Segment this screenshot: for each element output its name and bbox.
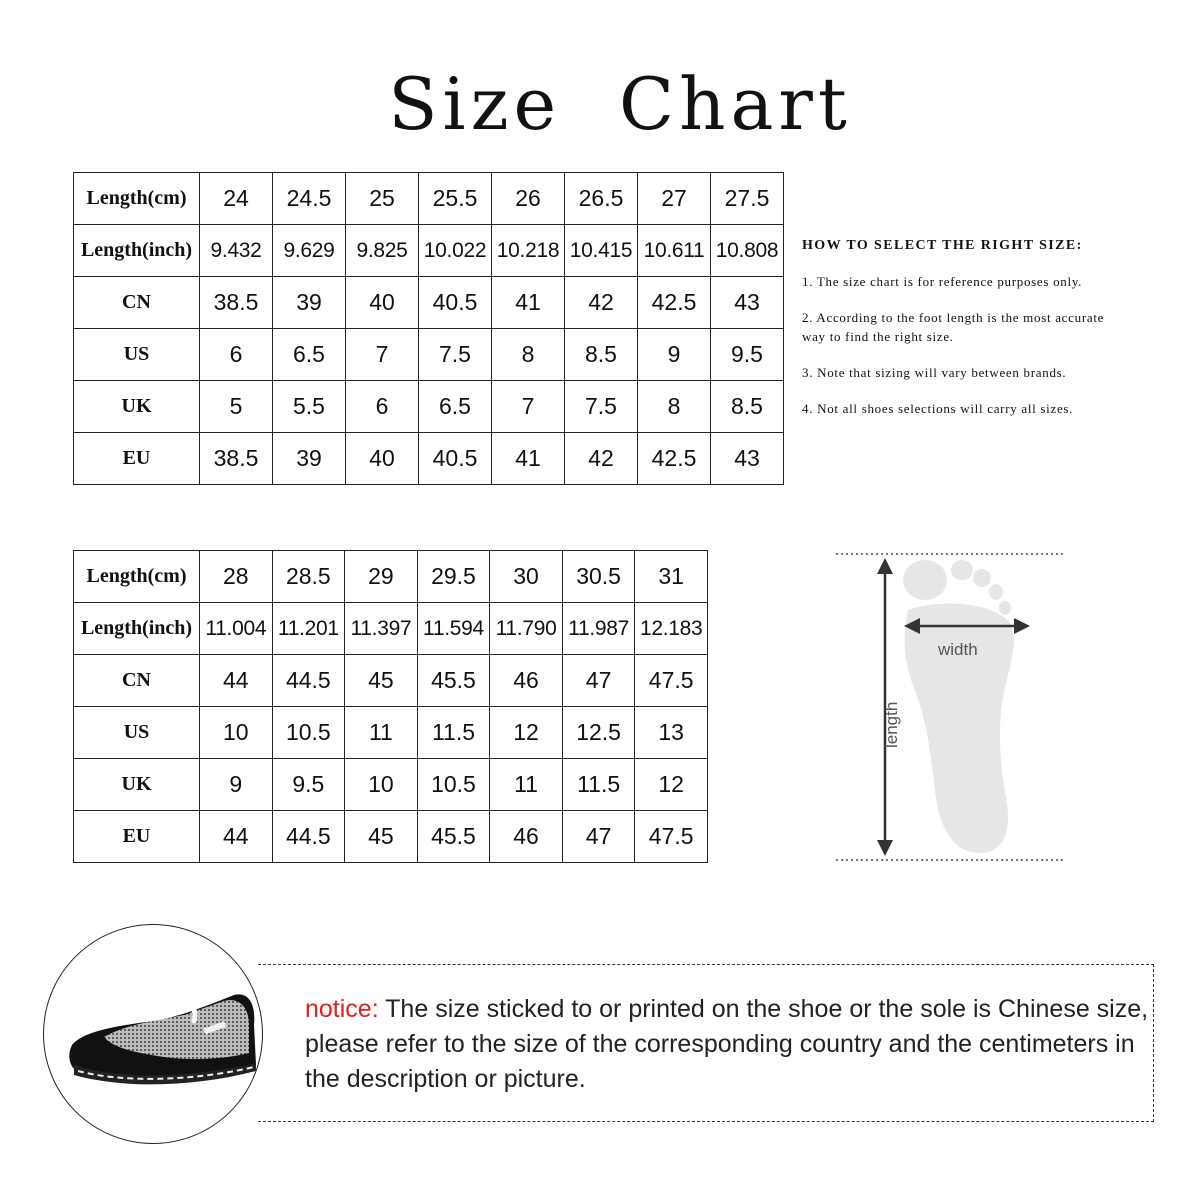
table-cell: 38.5 [200, 433, 273, 485]
row-header: UK [74, 381, 200, 433]
size-table-1 [73, 172, 784, 485]
table-cell: 11.004 [200, 603, 273, 655]
table-cell: 8 [638, 381, 711, 433]
table-cell: 45.5 [417, 811, 490, 863]
table-cell: 8.5 [565, 329, 638, 381]
table-cell: 30.5 [562, 551, 635, 603]
table-cell: 9 [638, 329, 711, 381]
table-cell: 12.5 [562, 707, 635, 759]
size-guide [802, 238, 1182, 435]
notice-prefix: notice: [305, 995, 379, 1023]
table-cell: 40.5 [419, 433, 492, 485]
row-header: Length(cm) [74, 551, 200, 603]
table-cell: 10.611 [638, 225, 711, 277]
table-cell: 10.5 [272, 707, 345, 759]
table-cell: 10.218 [492, 225, 565, 277]
table-cell: 11 [345, 707, 418, 759]
table-cell: 27.5 [711, 173, 784, 225]
table-cell: 44.5 [272, 655, 345, 707]
notice-body: The size sticked to or printed on the shoe or the sole is Chinese size, please refer to the size of the corresponding country and the centimeters in the description or picture. [305, 995, 1149, 1093]
table-cell: 44 [200, 811, 273, 863]
row-header: Length(inch) [74, 603, 200, 655]
foot-measure-diagram [830, 548, 1070, 868]
table-cell: 8 [492, 329, 565, 381]
table-row [74, 759, 708, 811]
table-cell: 45 [345, 655, 418, 707]
table-cell: 8.5 [711, 381, 784, 433]
table-cell: 47.5 [635, 655, 708, 707]
table-cell: 39 [273, 433, 346, 485]
row-header: CN [74, 655, 200, 707]
table-cell: 28.5 [272, 551, 345, 603]
guide-item: 4. Not all shoes selections will carry all sizes. [802, 401, 1074, 416]
guide-item: 1. The size chart is for reference purposes only. [802, 274, 1083, 289]
table-cell: 24 [200, 173, 273, 225]
table-cell: 9.5 [711, 329, 784, 381]
table-cell: 6 [200, 329, 273, 381]
table-cell: 46 [490, 655, 563, 707]
table-cell: 47 [562, 811, 635, 863]
table-cell: 10.808 [711, 225, 784, 277]
table-cell: 41 [492, 277, 565, 329]
width-label: width [938, 640, 978, 659]
page-title: Size Chart [388, 62, 852, 146]
table-cell: 42.5 [638, 277, 711, 329]
shoe-icon [44, 925, 262, 1143]
table-cell: 11.790 [490, 603, 563, 655]
table-cell: 6 [346, 381, 419, 433]
table-cell: 9 [200, 759, 273, 811]
table-cell: 38.5 [200, 277, 273, 329]
row-header: US [74, 707, 200, 759]
table-cell: 30 [490, 551, 563, 603]
table-cell: 44.5 [272, 811, 345, 863]
table-cell: 25.5 [419, 173, 492, 225]
table-cell: 28 [200, 551, 273, 603]
table-cell: 45.5 [417, 655, 490, 707]
table-cell: 45 [345, 811, 418, 863]
size-table-2 [73, 550, 708, 863]
foot-illustration [830, 548, 1070, 868]
table-cell: 11.397 [345, 603, 418, 655]
table-cell: 27 [638, 173, 711, 225]
table-cell: 9.825 [346, 225, 419, 277]
table-cell: 11 [490, 759, 563, 811]
guide-item: 2. According to the foot length is the most accurate way to find the right size. [802, 310, 1105, 344]
table-cell: 29 [345, 551, 418, 603]
table-row [74, 277, 784, 329]
guide-item: 3. Note that sizing will vary between brands. [802, 365, 1067, 380]
table-row [74, 433, 784, 485]
table-cell: 46 [490, 811, 563, 863]
table-cell: 10.415 [565, 225, 638, 277]
length-label: length [882, 701, 901, 748]
table-row [74, 655, 708, 707]
table-cell: 11.987 [562, 603, 635, 655]
shoe-image [43, 924, 263, 1144]
table-cell: 42 [565, 277, 638, 329]
table-cell: 9.5 [272, 759, 345, 811]
table-cell: 24.5 [273, 173, 346, 225]
table-cell: 40.5 [419, 277, 492, 329]
table-cell: 10.022 [419, 225, 492, 277]
table-cell: 25 [346, 173, 419, 225]
table-cell: 13 [635, 707, 708, 759]
notice-text [305, 992, 1155, 1097]
table-cell: 31 [635, 551, 708, 603]
table-row [74, 603, 708, 655]
table-cell: 9.629 [273, 225, 346, 277]
guide-heading: HOW TO SELECT THE RIGHT SIZE: [802, 238, 1083, 253]
table-cell: 26 [492, 173, 565, 225]
table-row [74, 707, 708, 759]
table-cell: 47 [562, 655, 635, 707]
table-cell: 10 [345, 759, 418, 811]
table-cell: 5 [200, 381, 273, 433]
table-cell: 26.5 [565, 173, 638, 225]
row-header: EU [74, 811, 200, 863]
table-cell: 6.5 [273, 329, 346, 381]
table-row [74, 173, 784, 225]
table-cell: 43 [711, 277, 784, 329]
table-cell: 12 [635, 759, 708, 811]
table-cell: 7.5 [419, 329, 492, 381]
table-row [74, 381, 784, 433]
table-cell: 11.201 [272, 603, 345, 655]
table-cell: 10.5 [417, 759, 490, 811]
table-cell: 11.5 [417, 707, 490, 759]
table-cell: 40 [346, 277, 419, 329]
table-cell: 5.5 [273, 381, 346, 433]
table-cell: 39 [273, 277, 346, 329]
table-cell: 43 [711, 433, 784, 485]
table-cell: 11.5 [562, 759, 635, 811]
table-row [74, 551, 708, 603]
table-cell: 47.5 [635, 811, 708, 863]
table-cell: 12 [490, 707, 563, 759]
table-row [74, 811, 708, 863]
table-cell: 12.183 [635, 603, 708, 655]
row-header: CN [74, 277, 200, 329]
table-cell: 42 [565, 433, 638, 485]
table-cell: 29.5 [417, 551, 490, 603]
table-cell: 40 [346, 433, 419, 485]
table-row [74, 225, 784, 277]
foot-shape-icon [903, 560, 1014, 853]
row-header: US [74, 329, 200, 381]
table-cell: 7 [492, 381, 565, 433]
table-cell: 10 [200, 707, 273, 759]
row-header: Length(cm) [74, 173, 200, 225]
table-cell: 7.5 [565, 381, 638, 433]
row-header: EU [74, 433, 200, 485]
table-cell: 44 [200, 655, 273, 707]
row-header: UK [74, 759, 200, 811]
table-row [74, 329, 784, 381]
table-cell: 42.5 [638, 433, 711, 485]
row-header: Length(inch) [74, 225, 200, 277]
table-cell: 6.5 [419, 381, 492, 433]
table-cell: 11.594 [417, 603, 490, 655]
table-cell: 7 [346, 329, 419, 381]
table-cell: 9.432 [200, 225, 273, 277]
table-cell: 41 [492, 433, 565, 485]
